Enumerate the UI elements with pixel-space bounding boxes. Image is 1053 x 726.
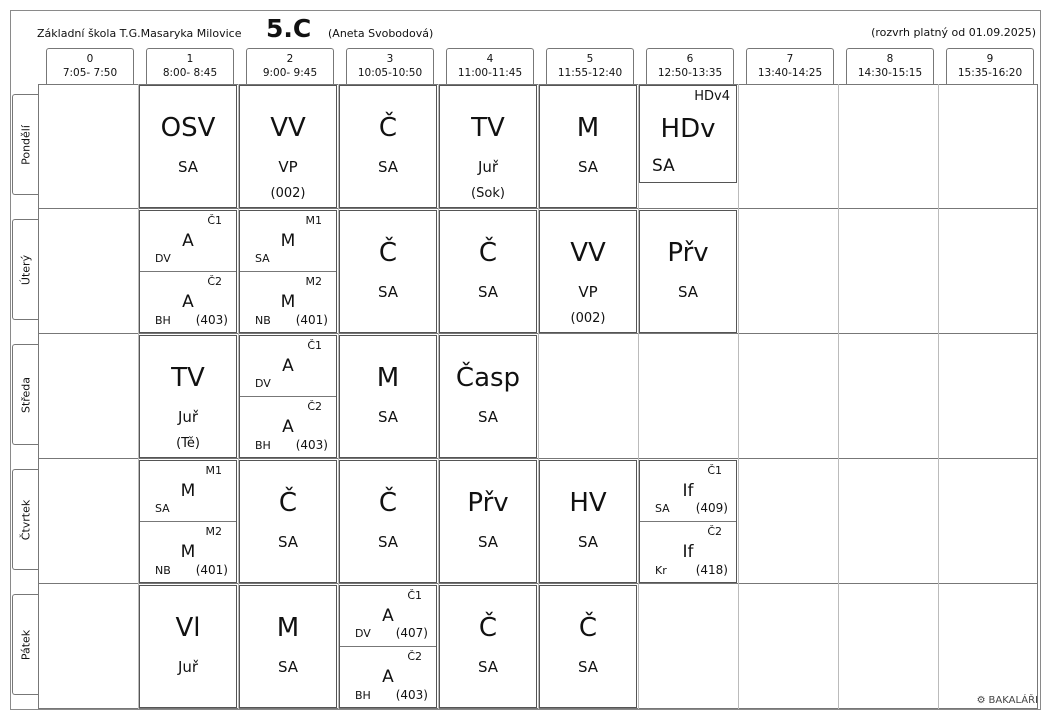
period-time: 14:30-15:15 [857,67,923,79]
lesson-card [239,460,337,583]
teacher-abbr: Juř [177,658,199,676]
teacher-abbr: BH [155,314,171,327]
group-lesson [340,586,436,647]
teacher-abbr: Juř [177,408,199,426]
subject-name: A [382,606,394,626]
day-label [12,469,38,570]
day-label [12,594,38,695]
lesson-card [539,460,637,583]
teacher-abbr: SA [477,533,499,551]
teacher-abbr: BH [355,689,371,702]
group-label: M1 [205,464,222,477]
teacher-abbr: SA [377,533,399,551]
lesson-card [439,85,537,208]
lesson-card [239,85,337,208]
group-lesson [640,522,736,583]
period-number: 6 [686,53,694,65]
subject-name: VV [270,113,306,143]
lesson-card [139,210,237,333]
subject-name: M [280,292,296,312]
teacher-abbr: SA [677,283,699,301]
room-number: (401) [195,563,228,577]
lesson-card [239,585,337,708]
group-lesson [140,211,236,272]
teacher-abbr: DV [155,252,171,265]
group-label: M2 [305,275,322,288]
teacher-abbr: NB [155,564,171,577]
lesson-card [139,460,237,583]
group-label: HDv4 [694,89,730,104]
room-number: (002) [270,186,306,201]
group-lesson [140,522,236,583]
teacher-abbr: SA [477,283,499,301]
period-time: 12:50-13:35 [657,67,723,79]
teacher-abbr: SA [377,158,399,176]
teacher-abbr: SA [655,502,670,515]
teacher-abbr: SA [377,408,399,426]
period-number: 8 [886,53,894,65]
grid-right-edge [1037,84,1038,709]
period-time: 13:40-14:25 [757,67,823,79]
lesson-card [339,335,437,458]
group-lesson [340,647,436,708]
subject-name: M [180,481,196,501]
lesson-card [239,335,337,458]
room-number: (Tě) [176,436,200,451]
period-header [946,48,1034,84]
room-number: (401) [295,313,328,327]
lesson-card [339,585,437,708]
teacher-abbr: SA [652,156,675,176]
period-number: 4 [486,53,494,65]
day-name: Čtvrtek [19,499,32,540]
subject-name: TV [471,113,505,143]
period-header [146,48,234,84]
period-time: 11:55-12:40 [557,67,623,79]
lesson-card [539,85,637,208]
period-number: 0 [86,53,94,65]
period-header [746,48,834,84]
period-number: 1 [186,53,194,65]
subject-name: Přv [667,238,709,268]
room-number: (002) [570,311,606,326]
gear-icon: ⚙ [976,695,986,706]
day-label [12,344,38,445]
period-time: 7:05- 7:50 [62,67,118,79]
lesson-card [439,210,537,333]
teacher-abbr: SA [577,533,599,551]
validity-date: (rozvrh platný od 01.09.2025) [871,26,1036,39]
subject-name: If [682,481,694,501]
subject-name: Č [278,488,298,518]
subject-name: Vl [175,613,201,643]
subject-name: Č [378,113,398,143]
group-label: M1 [305,214,322,227]
group-lesson [240,336,336,397]
group-label: Č1 [707,464,722,477]
day-name: Pondělí [19,124,32,165]
teacher-abbr: DV [355,627,371,640]
lesson-card [239,210,337,333]
teacher-abbr: SA [577,658,599,676]
period-number: 3 [386,53,394,65]
lesson-card [439,335,537,458]
subject-name: Přv [467,488,509,518]
group-lesson [240,397,336,458]
lesson-card [139,85,237,208]
period-header [346,48,434,84]
teacher-abbr: Kr [655,564,667,577]
subject-name: Č [378,238,398,268]
subject-name: A [182,292,194,312]
period-time: 15:35-16:20 [957,67,1023,79]
lesson-card [339,85,437,208]
bakalari-logo: ⚙ BAKALÁŘI [976,695,1038,706]
teacher-abbr: NB [255,314,271,327]
subject-name: If [682,542,694,562]
group-lesson [640,461,736,522]
group-label: Č1 [207,214,222,227]
group-label: Č2 [307,400,322,413]
teacher-abbr: SA [377,283,399,301]
subject-name: M [576,113,600,143]
room-number: (403) [195,313,228,327]
column-divider [738,84,739,709]
period-header [646,48,734,84]
room-number: (418) [695,563,728,577]
teacher-abbr: SA [255,252,270,265]
subject-name: A [282,356,294,376]
group-label: Č1 [407,589,422,602]
period-time: 9:00- 9:45 [262,67,318,79]
subject-name: HV [569,488,607,518]
day-name: Středa [19,376,32,413]
subject-name: Č [378,488,398,518]
period-number: 5 [586,53,594,65]
period-header [846,48,934,84]
teacher-abbr: BH [255,439,271,452]
teacher-abbr: SA [277,658,299,676]
subject-name: TV [171,363,205,393]
day-label [12,94,38,195]
class-name: 5.C [266,14,312,43]
room-number: (407) [395,626,428,640]
teacher-abbr: SA [277,533,299,551]
period-header [546,48,634,84]
subject-name: Č [578,613,598,643]
lesson-card [339,460,437,583]
subject-name: A [182,231,194,251]
teacher-abbr: DV [255,377,271,390]
subject-name: M [276,613,300,643]
group-label: Č1 [307,339,322,352]
subject-name: Č [478,613,498,643]
lesson-card [639,210,737,333]
class-teacher: (Aneta Svobodová) [328,27,434,40]
lesson-card [339,210,437,333]
period-header [246,48,334,84]
day-name: Úterý [19,254,32,285]
group-lesson [140,272,236,333]
period-number: 7 [786,53,794,65]
lesson-card [539,210,637,333]
subject-name: M [180,542,196,562]
teacher-abbr: SA [177,158,199,176]
teacher-abbr: SA [155,502,170,515]
day-label [12,219,38,320]
group-lesson [140,461,236,522]
teacher-abbr: VP [278,158,298,176]
day-name: Pátek [19,629,32,660]
teacher-abbr: Juř [477,158,499,176]
period-number: 2 [286,53,294,65]
period-header [46,48,134,84]
school-name: Základní škola T.G.Masaryka Milovice [37,27,242,40]
teacher-abbr: VP [578,283,598,301]
room-number: (409) [695,501,728,515]
column-divider [838,84,839,709]
teacher-abbr: SA [477,408,499,426]
lesson-card [139,585,237,708]
subject-name: M [376,363,400,393]
period-time: 11:00-11:45 [457,67,523,79]
group-label: Č2 [707,525,722,538]
room-number: (403) [295,438,328,452]
subject-name: OSV [160,113,216,143]
period-header [446,48,534,84]
room-number: (Sok) [471,186,505,201]
group-label: Č2 [207,275,222,288]
room-number: (403) [395,688,428,702]
group-label: M2 [205,525,222,538]
subject-name: Časp [455,363,521,393]
lesson-card [539,585,637,708]
period-time: 8:00- 8:45 [162,67,218,79]
subject-name: Č [478,238,498,268]
period-number: 9 [986,53,994,65]
subject-name: HDv [660,114,716,144]
subject-name: M [280,231,296,251]
lesson-card [139,335,237,458]
subject-name: A [282,417,294,437]
teacher-abbr: SA [577,158,599,176]
lesson-card [439,460,537,583]
teacher-abbr: SA [477,658,499,676]
lesson-card [439,585,537,708]
group-label: Č2 [407,650,422,663]
lesson-card [639,85,737,183]
subject-name: VV [570,238,606,268]
lesson-card [639,460,737,583]
period-time: 10:05-10:50 [357,67,423,79]
group-lesson [240,272,336,333]
column-divider [938,84,939,709]
subject-name: A [382,667,394,687]
group-lesson [240,211,336,272]
